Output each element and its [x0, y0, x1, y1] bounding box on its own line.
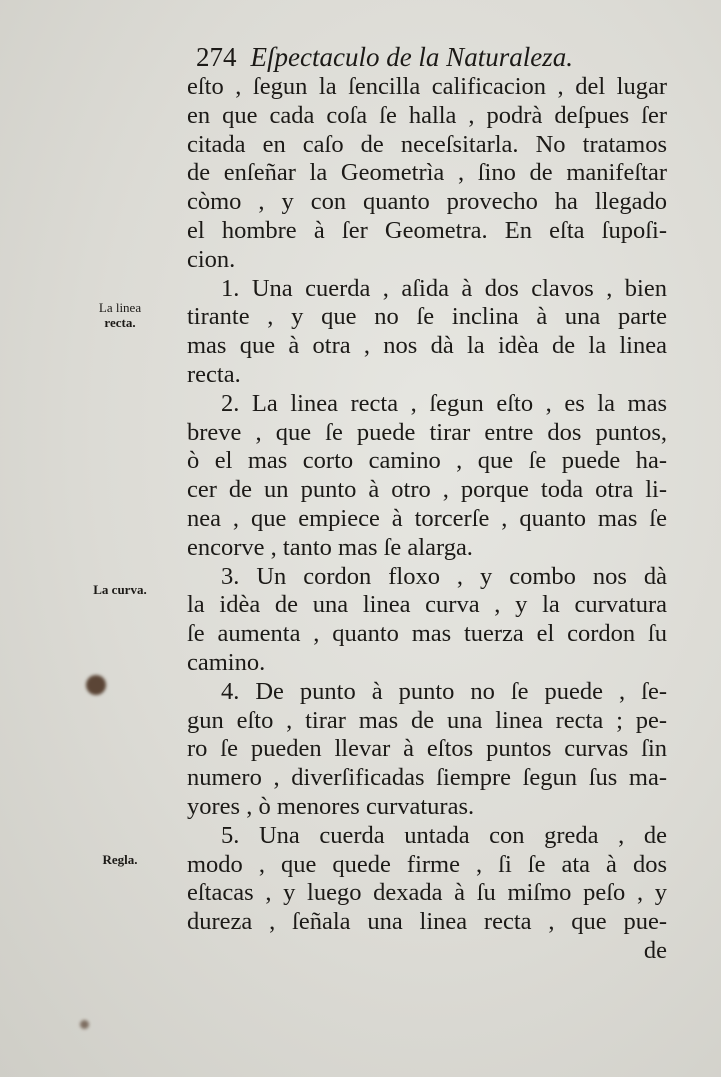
- text-line: el hombre à ſer Geometra. En eſta ſupoſi-: [187, 216, 667, 244]
- text-line: eſto , ſegun la ſencilla calificacion , del lugar: [187, 73, 667, 100]
- margin-note-linea-recta: [80, 300, 160, 330]
- margin-note-regla: Regla.: [102, 852, 138, 867]
- text-line: dureza , ſeñala una linea recta , que pue-: [187, 908, 667, 936]
- text-line: en que cada coſa ſe halla , podrà deſpues ſer: [187, 101, 667, 129]
- text-line: eſtacas , y luego dexada à ſu miſmo peſo , y: [187, 879, 667, 907]
- body-text: [187, 73, 667, 966]
- margin-note-la-curva: La curva.: [93, 582, 147, 597]
- text-line: mas que à otra , nos dà la idèa de la linea: [187, 332, 667, 360]
- text-line: tirante , y que no ſe inclina à una parte: [187, 303, 667, 331]
- text-line: gun eſto , tirar mas de una linea recta ; pe-: [187, 706, 667, 734]
- page-number: 274: [196, 42, 237, 72]
- ink-stain-small: [80, 1020, 89, 1029]
- margin-note-linea-recta-line2: recta.: [104, 315, 136, 330]
- paragraph-4-start: 4. De punto à punto no ſe puede , ſe-: [221, 677, 667, 705]
- text-line: ò el mas corto camino , que ſe puede ha-: [187, 447, 667, 475]
- paragraph-3-start: 3. Un cordon floxo , y combo nos dà: [221, 562, 667, 590]
- text-line: ro ſe pueden llevar à eſtos puntos curvas ſin: [187, 735, 667, 763]
- running-title: Eſpectaculo de la Naturaleza.: [250, 42, 573, 72]
- text-line: encorve , tanto mas ſe alarga.: [187, 533, 473, 561]
- ink-stain: [86, 675, 106, 695]
- text-line: recta.: [187, 360, 241, 388]
- text-line: modo , que quede firme , ſi ſe ata à dos: [187, 850, 667, 878]
- text-line: citada en caſo de neceſsitarla. No tratamos: [187, 130, 667, 158]
- text-line: camino.: [187, 648, 266, 676]
- text-line: breve , que ſe puede tirar entre dos puntos,: [187, 418, 667, 446]
- paragraph-1-start: 1. Una cuerda , aſida à dos clavos , bien: [221, 274, 667, 302]
- text-line: ſe aumenta , quanto mas tuerza el cordon ſu: [187, 620, 667, 648]
- text-line: numero , diverſificadas ſiempre ſegun ſus ma-: [187, 764, 667, 792]
- margin-note-linea-recta-line1: La linea: [98, 300, 142, 315]
- text-line: nea , que empiece à torcerſe , quanto mas ſe: [187, 504, 667, 532]
- paragraph-5-start: 5. Una cuerda untada con greda , de: [221, 821, 667, 849]
- text-line: cion.: [187, 245, 236, 273]
- running-header: [196, 40, 666, 74]
- catchword: de: [643, 936, 667, 964]
- text-line: la idèa de una linea curva , y la curvatura: [187, 591, 667, 619]
- text-line: yores , ò menores curvaturas.: [187, 792, 475, 820]
- text-line: cer de un punto à otro , porque toda otra li-: [187, 476, 667, 504]
- paragraph-2-start: 2. La linea recta , ſegun eſto , es la mas: [221, 389, 667, 417]
- text-line: còmo , y con quanto provecho ha llegado: [187, 188, 667, 216]
- text-line: de enſeñar la Geometrìa , ſino de manifeſtar: [187, 159, 667, 187]
